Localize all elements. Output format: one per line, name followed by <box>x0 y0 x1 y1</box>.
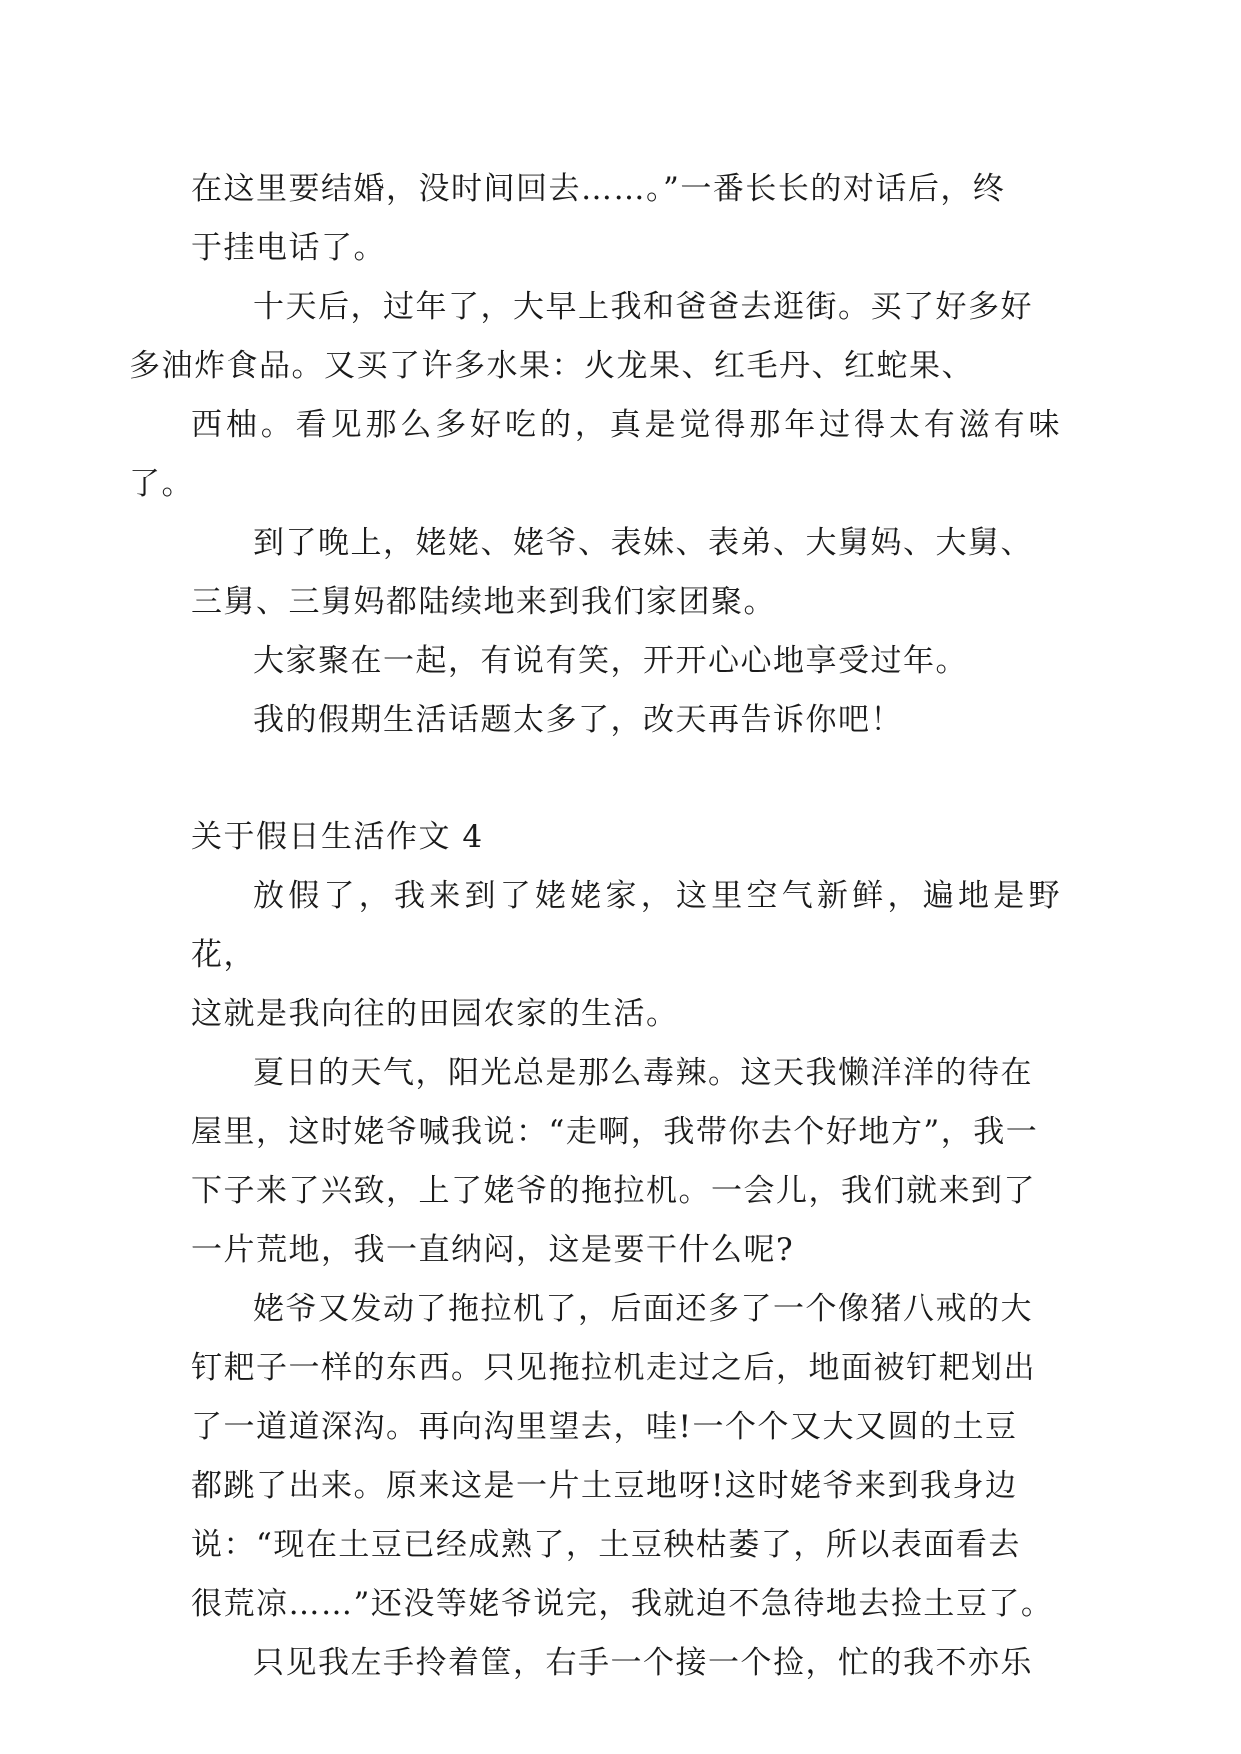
paragraph-family-reunion <box>191 514 1061 632</box>
paragraph-summer-day <box>191 1044 1061 1280</box>
text-line: 钉耙子一样的东西。只见拖拉机走过之后，地面被钉耙划出 <box>191 1350 1036 1386</box>
text-line: 姥爷又发动了拖拉机了，后面还多了一个像猪八戒的大 <box>253 1291 1033 1327</box>
text-line: 在这里要结婚，没时间回去……。”一番长长的对话后，终 <box>191 171 1006 207</box>
text-line: 西柚。看见那么多好吃的，真是觉得那年过得太有滋有味了。 <box>129 407 1061 502</box>
text-line: 只见我左手拎着筐，右手一个接一个捡，忙的我不亦乐 <box>253 1645 1033 1681</box>
section-title: 关于假日生活作文 4 <box>191 819 484 855</box>
text-line: 这就是我向往的田园农家的生活。 <box>191 996 679 1032</box>
text-line: 放假了，我来到了姥姥家，这里空气新鲜，遍地是野花， <box>191 878 1061 973</box>
continued-paragraph <box>191 160 1061 278</box>
paragraph-celebration <box>191 632 1061 691</box>
text-line: 屋里，这时姥爷喊我说：“走啊，我带你去个好地方”，我一 <box>191 1114 1039 1150</box>
paragraph-new-year-shopping <box>129 278 1061 514</box>
text-line: 到了晚上，姥姥、姥爷、表妹、表弟、大舅妈、大舅、 <box>253 525 1033 561</box>
document-body <box>129 160 1061 1693</box>
paragraph-closing <box>191 691 1061 750</box>
text-line: 大家聚在一起，有说有笑，开开心心地享受过年。 <box>253 643 968 679</box>
text-line: 我的假期生活话题太多了，改天再告诉你吧！ <box>253 702 903 738</box>
text-line: 十天后，过年了，大早上我和爸爸去逛街。买了好多好 <box>253 289 1033 325</box>
text-line: 多油炸食品。又买了许多水果：火龙果、红毛丹、红蛇果、 <box>129 348 974 384</box>
text-line: 夏日的天气，阳光总是那么毒辣。这天我懒洋洋的待在 <box>253 1055 1033 1091</box>
text-line: 了一道道深沟。再向沟里望去，哇!一个个又大又圆的土豆 <box>191 1409 1018 1445</box>
text-line: 三舅、三舅妈都陆续地来到我们家团聚。 <box>191 584 776 620</box>
text-line: 说：“现在土豆已经成熟了，土豆秧枯萎了，所以表面看去 <box>191 1527 1021 1563</box>
paragraph-picking-potatoes <box>191 1634 1061 1693</box>
paragraph-potato-field <box>191 1280 1061 1634</box>
text-line: 下子来了兴致，上了姥爷的拖拉机。一会儿，我们就来到了 <box>191 1173 1036 1209</box>
text-line: 于挂电话了。 <box>191 230 386 266</box>
text-line: 很荒凉……”还没等姥爷说完，我就迫不急待地去捡土豆了。 <box>191 1586 1054 1622</box>
text-line: 一片荒地，我一直纳闷，这是要干什么呢? <box>191 1232 795 1268</box>
paragraph-grandma-house <box>191 867 1061 1044</box>
text-line: 都跳了出来。原来这是一片土豆地呀!这时姥爷来到我身边 <box>191 1468 1018 1504</box>
